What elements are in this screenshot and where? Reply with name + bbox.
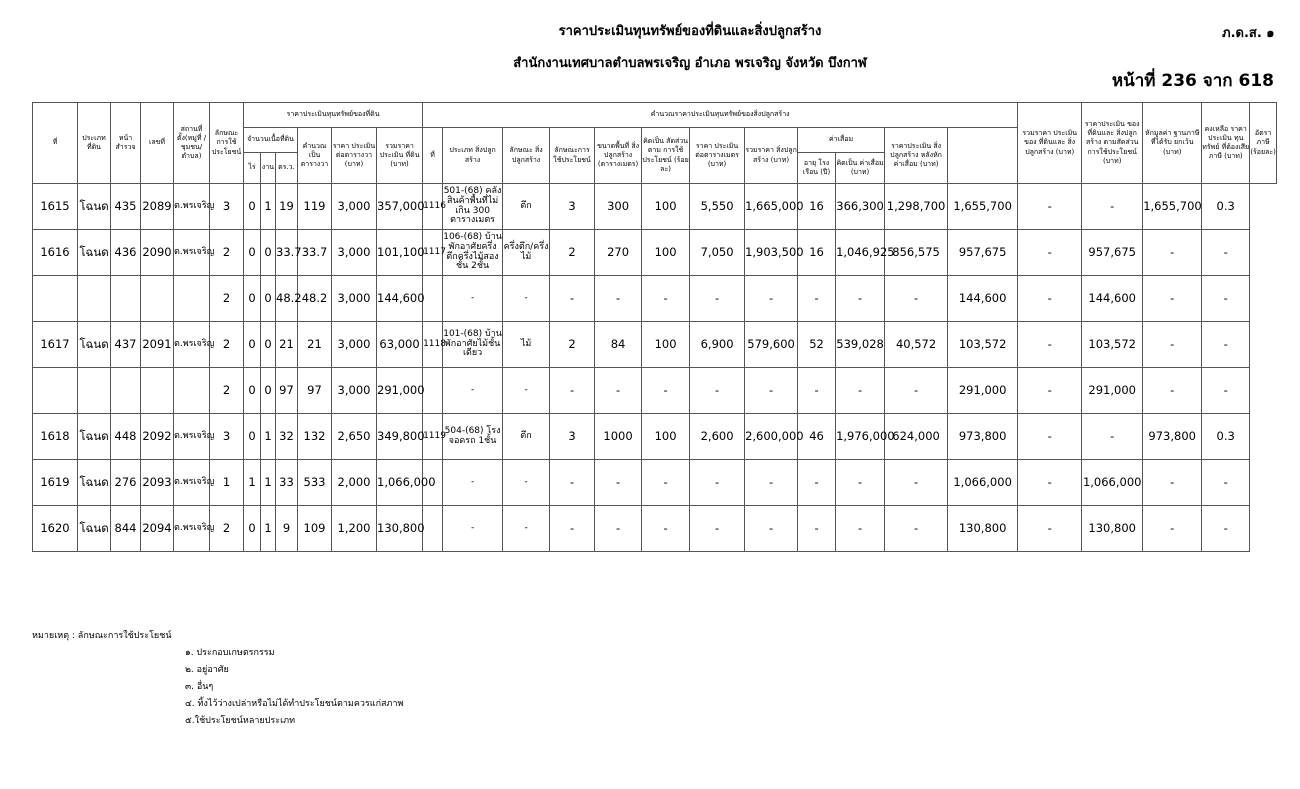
note-item: ๓. อื่นๆ (185, 682, 214, 692)
cell-ppw: 3,000 (332, 230, 377, 276)
cell-bage: 46 (798, 414, 836, 460)
cell-barea: 300 (595, 184, 642, 230)
table-body (33, 184, 1277, 552)
cell-bpsqm: 5,550 (690, 184, 745, 230)
cell-doc (141, 368, 174, 414)
cell-ppw: 3,000 (332, 276, 377, 322)
cell-bafter: 624,000 (885, 414, 948, 460)
col-rate: อัตราภาษี (ร้อยละ) (1250, 103, 1277, 184)
cell-deduct: - (1082, 414, 1143, 460)
cell-bratio: 100 (642, 414, 690, 460)
cell-use: 1 (210, 460, 244, 506)
cell-rai: 0 (244, 276, 261, 322)
cell-bno (423, 276, 443, 322)
cell-page: 844 (111, 506, 141, 552)
cell-prop: - (1018, 230, 1082, 276)
col-location: สถานที่ ตั้ง(หมู่ที่ /ชุมชน/ ตำบล) (174, 103, 210, 184)
cell-btot: 1,665,000 (745, 184, 798, 230)
cell-bdep: 1,046,925 (836, 230, 885, 276)
cell-rate: - (1202, 230, 1250, 276)
cell-bpsqm: - (690, 460, 745, 506)
cell-page: 437 (111, 322, 141, 368)
cell-bafter: 1,298,700 (885, 184, 948, 230)
cell-page: 435 (111, 184, 141, 230)
cell-btype: - (443, 368, 503, 414)
cell-no: 1620 (33, 506, 78, 552)
cell-bdep: - (836, 506, 885, 552)
cell-rate: 0.3 (1202, 414, 1250, 460)
cell-rai: 0 (244, 506, 261, 552)
col-price-per-sqm: ราคา ประเมิน ต่อตารางเมตร (บาท) (690, 128, 745, 184)
cell-btot: - (745, 460, 798, 506)
cell-btot: - (745, 368, 798, 414)
cell-wa: 32 (276, 414, 298, 460)
cell-bafter: - (885, 368, 948, 414)
cell-bdep: - (836, 368, 885, 414)
col-usage: ลักษณะ การใช้ ประโยชน์ (210, 103, 244, 184)
cell-rai: 0 (244, 368, 261, 414)
cell-no: 1617 (33, 322, 78, 368)
cell-btype: - (443, 276, 503, 322)
table-row (33, 184, 1277, 230)
cell-btot: 2,600,000 (745, 414, 798, 460)
col-grand-total: รวมราคา ประเมินของ ที่ดินและ สิ่งปลูกสร้าง (บาท) (1018, 103, 1082, 184)
cell-loc: ต.พรเจริญ (174, 322, 210, 368)
cell-type: โฉนด (78, 414, 111, 460)
notes-section (32, 628, 403, 730)
cell-no: 1619 (33, 460, 78, 506)
cell-doc (141, 276, 174, 322)
cell-loc: ต.พรเจริญ (174, 414, 210, 460)
cell-buse: 3 (550, 184, 595, 230)
cell-bdep: 366,300 (836, 184, 885, 230)
cell-ppw: 2,650 (332, 414, 377, 460)
col-building-age: อายุ โรงเรือน (ปี) (798, 153, 836, 184)
cell-grand: 130,800 (948, 506, 1018, 552)
cell-bage: - (798, 276, 836, 322)
cell-no (33, 276, 78, 322)
cell-btype: - (443, 506, 503, 552)
col-rai: ไร่ (244, 153, 261, 184)
col-wa: ตร.ว. (276, 153, 298, 184)
cell-grand: 291,000 (948, 368, 1018, 414)
col-survey-page: หน้า สำรวจ (111, 103, 141, 184)
cell-bafter: 856,575 (885, 230, 948, 276)
cell-grand: 973,800 (948, 414, 1018, 460)
cell-bage: - (798, 460, 836, 506)
col-deduct: หักมูลค่า ฐานภาษี ที่ได้รับ ยกเว้น (บาท) (1143, 103, 1202, 184)
cell-rai: 0 (244, 230, 261, 276)
cell-taxable: - (1143, 322, 1202, 368)
cell-bno: 1119 (423, 414, 443, 460)
cell-loc (174, 368, 210, 414)
cell-wa: 9 (276, 506, 298, 552)
cell-page (111, 368, 141, 414)
cell-grand: 957,675 (948, 230, 1018, 276)
cell-bno: 1116 (423, 184, 443, 230)
cell-rate: 0.3 (1202, 184, 1250, 230)
cell-buse: 2 (550, 322, 595, 368)
cell-btype: 504-(68) โรงจอดรถ 1ชั้น (443, 414, 503, 460)
cell-ngan: 1 (261, 184, 276, 230)
cell-loc: ต.พรเจริญ (174, 506, 210, 552)
cell-rate: - (1202, 460, 1250, 506)
cell-rai: 1 (244, 460, 261, 506)
cell-bafter: - (885, 460, 948, 506)
group-land-assessment: ราคาประเมินทุนทรัพย์ของที่ดิน (244, 103, 423, 128)
cell-buse: - (550, 276, 595, 322)
cell-grand: 103,572 (948, 322, 1018, 368)
cell-bnat: - (503, 506, 550, 552)
cell-bpsqm: - (690, 506, 745, 552)
cell-doc: 2092 (141, 414, 174, 460)
cell-barea: - (595, 368, 642, 414)
cell-ppw: 2,000 (332, 460, 377, 506)
cell-no (33, 368, 78, 414)
cell-bratio: 100 (642, 230, 690, 276)
cell-rate: - (1202, 368, 1250, 414)
assessment-table (32, 102, 1277, 552)
cell-bage: 16 (798, 230, 836, 276)
cell-bdep: 539,028 (836, 322, 885, 368)
cell-page: 448 (111, 414, 141, 460)
col-building-nature: ลักษณะ สิ่งปลูกสร้าง (503, 128, 550, 184)
cell-btype: 501-(68) คลังสินค้าพื้นที่ไม่เกิน 300 ตารางเมตร (443, 184, 503, 230)
note-item: ๔. ทิ้งไว้ว่างเปล่าหรือไม่ได้ทำประโยชน์ตามควรแก่สภาพ (185, 699, 404, 709)
note-item: ๒. อยู่อาศัย (185, 665, 229, 675)
cell-type: โฉนด (78, 460, 111, 506)
cell-doc: 2089 (141, 184, 174, 230)
group-building-assessment: คำนวณราคาประเมินทุนทรัพย์ของสิ่งปลูกสร้าง (423, 103, 1018, 128)
cell-type: โฉนด (78, 184, 111, 230)
cell-page: 276 (111, 460, 141, 506)
cell-prop: - (1018, 322, 1082, 368)
cell-prop: - (1018, 368, 1082, 414)
col-after-depreciation: ราคาประเมิน สิ่งปลูกสร้าง หลังหัก ค่าเสื่อม (บาท) (885, 128, 948, 184)
cell-bratio: 100 (642, 184, 690, 230)
cell-bratio: - (642, 368, 690, 414)
col-building-ratio: คิดเป็น สัดส่วนตาม การใช้ ประโยชน์ (ร้อยละ) (642, 128, 690, 184)
cell-btot: - (745, 276, 798, 322)
cell-bno (423, 368, 443, 414)
cell-ppw: 3,000 (332, 322, 377, 368)
cell-rate: - (1202, 322, 1250, 368)
cell-bnat: ครึ่งตึก/ครึ่งไม้ (503, 230, 550, 276)
cell-prop: - (1018, 460, 1082, 506)
cell-grand: 1,066,000 (948, 460, 1018, 506)
col-building-no: ที่ (423, 128, 443, 184)
cell-use: 2 (210, 276, 244, 322)
cell-bnat: - (503, 368, 550, 414)
col-proportion: ราคาประเมิน ของที่ดินและ สิ่งปลูกสร้าง ตามสัดส่วน การใช้ประโยชน์ (บาท) (1082, 103, 1143, 184)
cell-bno: 1117 (423, 230, 443, 276)
cell-page: 436 (111, 230, 141, 276)
cell-wa: 97 (276, 368, 298, 414)
office-title: สำนักงานเทศบาลตำบลพรเจริญ อำเภอ พรเจริญ จังหวัด บึงกาฬ (513, 56, 867, 71)
cell-ppw: 1,200 (332, 506, 377, 552)
cell-bnat: - (503, 460, 550, 506)
cell-type: โฉนด (78, 322, 111, 368)
cell-type (78, 276, 111, 322)
cell-barea: - (595, 506, 642, 552)
cell-bpsqm: 2,600 (690, 414, 745, 460)
cell-doc: 2094 (141, 506, 174, 552)
cell-bdep: - (836, 460, 885, 506)
cell-bdep: 1,976,000 (836, 414, 885, 460)
cell-rai: 0 (244, 322, 261, 368)
cell-land: 349,800 (377, 414, 423, 460)
cell-bafter: - (885, 276, 948, 322)
cell-taxable: 973,800 (1143, 414, 1202, 460)
cell-wa: 33 (276, 460, 298, 506)
cell-bage: 16 (798, 184, 836, 230)
col-ngan: งาน (261, 153, 276, 184)
cell-bage: - (798, 368, 836, 414)
cell-doc: 2091 (141, 322, 174, 368)
cell-land: 63,000 (377, 322, 423, 368)
note-item: ๕.ใช้ประโยชน์หลายประเภท (185, 716, 296, 726)
cell-sqwa: 109 (298, 506, 332, 552)
col-building-area: ขนาดพื้นที่ สิ่งปลูกสร้าง (ตารางเมตร) (595, 128, 642, 184)
cell-sqwa: 97 (298, 368, 332, 414)
cell-ppw: 3,000 (332, 368, 377, 414)
cell-grand: 144,600 (948, 276, 1018, 322)
cell-no: 1618 (33, 414, 78, 460)
col-building-use: ลักษณะการ ใช้ประโยชน์ (550, 128, 595, 184)
cell-bratio: - (642, 506, 690, 552)
cell-loc: ต.พรเจริญ (174, 184, 210, 230)
col-doc-no: เลขที่ (141, 103, 174, 184)
table-row (33, 230, 1277, 276)
cell-rai: 0 (244, 414, 261, 460)
note-item: ๑. ประกอบเกษตรกรรม (185, 648, 275, 658)
cell-taxable: - (1143, 368, 1202, 414)
cell-use: 3 (210, 184, 244, 230)
cell-sqwa: 48.2 (298, 276, 332, 322)
cell-land: 1,066,000 (377, 460, 423, 506)
table-row (33, 414, 1277, 460)
cell-prop: - (1018, 506, 1082, 552)
col-land-total: รวมราคา ประเมิน ที่ดิน (บาท) (377, 128, 423, 184)
cell-grand: 1,655,700 (948, 184, 1018, 230)
table-row (33, 368, 1277, 414)
cell-prop: - (1018, 276, 1082, 322)
cell-deduct: 103,572 (1082, 322, 1143, 368)
cell-rai: 0 (244, 184, 261, 230)
cell-page (111, 276, 141, 322)
col-taxable: คงเหลือ ราคาประเมิน ทุนทรัพย์ ที่ต้องเสียภาษี (บาท) (1202, 103, 1250, 184)
table-row (33, 322, 1277, 368)
cell-rate: - (1202, 276, 1250, 322)
cell-sqwa: 132 (298, 414, 332, 460)
cell-wa: 19 (276, 184, 298, 230)
cell-buse: - (550, 506, 595, 552)
cell-btot: 579,600 (745, 322, 798, 368)
cell-type: โฉนด (78, 506, 111, 552)
cell-prop: - (1018, 184, 1082, 230)
cell-bpsqm: 6,900 (690, 322, 745, 368)
cell-land: 144,600 (377, 276, 423, 322)
cell-buse: 3 (550, 414, 595, 460)
cell-use: 2 (210, 322, 244, 368)
cell-sqwa: 33.7 (298, 230, 332, 276)
cell-ngan: 1 (261, 460, 276, 506)
cell-taxable: - (1143, 460, 1202, 506)
cell-type: โฉนด (78, 230, 111, 276)
cell-doc: 2093 (141, 460, 174, 506)
cell-ngan: 0 (261, 276, 276, 322)
cell-deduct: - (1082, 184, 1143, 230)
cell-land: 291,000 (377, 368, 423, 414)
cell-barea: 1000 (595, 414, 642, 460)
cell-ppw: 3,000 (332, 184, 377, 230)
report-title: ราคาประเมินทุนทรัพย์ของที่ดินและสิ่งปลูกสร้าง (558, 24, 822, 39)
cell-no: 1615 (33, 184, 78, 230)
cell-deduct: 144,600 (1082, 276, 1143, 322)
cell-deduct: 957,675 (1082, 230, 1143, 276)
cell-bpsqm: - (690, 368, 745, 414)
cell-sqwa: 533 (298, 460, 332, 506)
cell-land: 101,100 (377, 230, 423, 276)
notes-label: หมายเหตุ : ลักษณะการใช้ประโยชน์ (32, 631, 172, 641)
cell-bafter: - (885, 506, 948, 552)
cell-use: 2 (210, 368, 244, 414)
cell-buse: 2 (550, 230, 595, 276)
form-code: ภ.ด.ส. ๑ (1222, 26, 1275, 41)
cell-type (78, 368, 111, 414)
col-price-per-wa: ราคา ประเมิน ต่อตารางวา (บาท) (332, 128, 377, 184)
cell-use: 2 (210, 506, 244, 552)
cell-bage: - (798, 506, 836, 552)
table-row (33, 460, 1277, 506)
cell-buse: - (550, 460, 595, 506)
cell-no: 1616 (33, 230, 78, 276)
cell-rate: - (1202, 506, 1250, 552)
cell-ngan: 0 (261, 322, 276, 368)
cell-deduct: 130,800 (1082, 506, 1143, 552)
cell-loc: ต.พรเจริญ (174, 230, 210, 276)
cell-wa: 21 (276, 322, 298, 368)
cell-wa: 48.2 (276, 276, 298, 322)
cell-ngan: 1 (261, 506, 276, 552)
cell-barea: 84 (595, 322, 642, 368)
cell-btype: - (443, 460, 503, 506)
cell-use: 3 (210, 414, 244, 460)
cell-btot: - (745, 506, 798, 552)
col-no: ที่ (33, 103, 78, 184)
cell-bafter: 40,572 (885, 322, 948, 368)
group-depreciation: ค่าเสื่อม (798, 128, 885, 153)
cell-bnat: ไม้ (503, 322, 550, 368)
cell-bnat: - (503, 276, 550, 322)
cell-buse: - (550, 368, 595, 414)
cell-taxable: 1,655,700 (1143, 184, 1202, 230)
cell-prop: - (1018, 414, 1082, 460)
cell-ngan: 0 (261, 368, 276, 414)
cell-taxable: - (1143, 230, 1202, 276)
col-depreciation: คิดเป็น ค่าเสื่อม (บาท) (836, 153, 885, 184)
cell-bdep: - (836, 276, 885, 322)
cell-barea: - (595, 460, 642, 506)
col-building-total: รวมราคา สิ่งปลูกสร้าง (บาท) (745, 128, 798, 184)
cell-bno: 1118 (423, 322, 443, 368)
cell-ngan: 1 (261, 414, 276, 460)
cell-wa: 33.7 (276, 230, 298, 276)
cell-sqwa: 21 (298, 322, 332, 368)
cell-btype: 106-(68) บ้านพักอาศัยครึ่งตึกครึ่งไม้สองชั้น 2ชั้น (443, 230, 503, 276)
cell-bratio: 100 (642, 322, 690, 368)
col-building-type: ประเภท สิ่งปลูกสร้าง (443, 128, 503, 184)
cell-ngan: 0 (261, 230, 276, 276)
cell-deduct: 291,000 (1082, 368, 1143, 414)
col-sqwa-total: คำนวณ เป็น ตารางวา (298, 128, 332, 184)
cell-bratio: - (642, 460, 690, 506)
cell-btype: 101-(68) บ้านพักอาศัยไม้ชั้นเดียว (443, 322, 503, 368)
cell-taxable: - (1143, 506, 1202, 552)
col-land-type: ประเภท ที่ดิน (78, 103, 111, 184)
page-number: หน้าที่ 236 จาก 618 (1111, 71, 1274, 91)
cell-bnat: ตึก (503, 414, 550, 460)
cell-barea: 270 (595, 230, 642, 276)
cell-land: 130,800 (377, 506, 423, 552)
cell-bnat: ตึก (503, 184, 550, 230)
cell-loc: ต.พรเจริญ (174, 460, 210, 506)
cell-deduct: 1,066,000 (1082, 460, 1143, 506)
cell-loc (174, 276, 210, 322)
cell-bratio: - (642, 276, 690, 322)
cell-barea: - (595, 276, 642, 322)
cell-bpsqm: 7,050 (690, 230, 745, 276)
cell-doc: 2090 (141, 230, 174, 276)
cell-land: 357,000 (377, 184, 423, 230)
table-row (33, 276, 1277, 322)
cell-bno (423, 506, 443, 552)
table-row (33, 506, 1277, 552)
cell-bpsqm: - (690, 276, 745, 322)
cell-sqwa: 119 (298, 184, 332, 230)
cell-taxable: - (1143, 276, 1202, 322)
cell-bage: 52 (798, 322, 836, 368)
group-area: จำนวนเนื้อที่ดิน (244, 128, 298, 153)
cell-use: 2 (210, 230, 244, 276)
header-row-1 (33, 103, 1277, 128)
cell-btot: 1,903,500 (745, 230, 798, 276)
